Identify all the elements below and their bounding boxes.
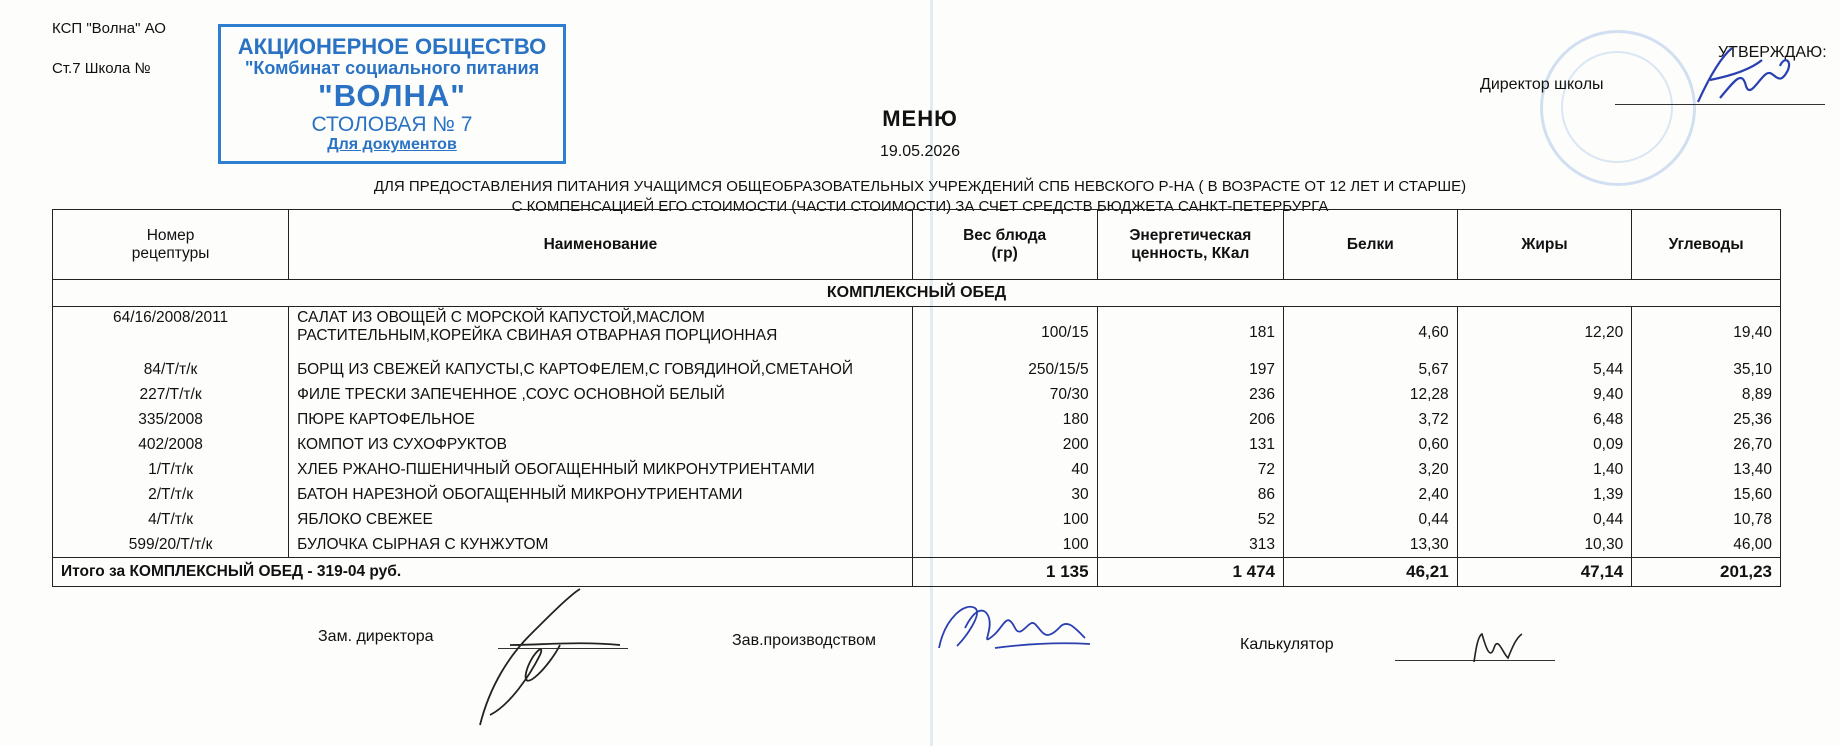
total-energy: 1 474 bbox=[1097, 558, 1283, 587]
dish-protein: 12,28 bbox=[1283, 382, 1457, 407]
section-title: КОМПЛЕКСНЫЙ ОБЕД bbox=[53, 280, 1781, 307]
dish-energy: 206 bbox=[1097, 407, 1283, 432]
dish-energy: 313 bbox=[1097, 532, 1283, 558]
subtitle-line-1: ДЛЯ ПРЕДОСТАВЛЕНИЯ ПИТАНИЯ УЧАЩИМСЯ ОБЩЕОБРАЗОВАТЕЛЬНЫХ УЧРЕЖДЕНИЙ СПБ НЕВСКОГО Р-НА ( В ВОЗРАСТЕ ОТ 12 ЛЕТ И СТАРШЕ) bbox=[373, 178, 1467, 195]
dish-protein: 3,72 bbox=[1283, 407, 1457, 432]
dish-name: ФИЛЕ ТРЕСКИ ЗАПЕЧЕННОЕ ,СОУС ОСНОВНОЙ БЕЛЫЙ bbox=[289, 382, 913, 407]
dish-fat: 1,39 bbox=[1457, 482, 1632, 507]
dish-fat: 0,09 bbox=[1457, 432, 1632, 457]
dish-energy: 86 bbox=[1097, 482, 1283, 507]
col-header-carbs: Углеводы bbox=[1632, 210, 1781, 280]
table-row bbox=[53, 457, 1781, 482]
calculator-label: Калькулятор bbox=[1240, 636, 1334, 653]
school-number: Ст.7 Школа № bbox=[52, 60, 151, 77]
menu-table bbox=[52, 209, 1781, 587]
dish-name: ПЮРЕ КАРТОФЕЛЬНОЕ bbox=[289, 407, 913, 432]
dish-weight: 200 bbox=[912, 432, 1097, 457]
subtitle-line-2: С КОМПЕНСАЦИЕЙ ЕГО СТОИМОСТИ (ЧАСТИ СТОИМОСТИ) ЗА СЧЕТ СРЕДСТВ БЮДЖЕТА САНКТ-ПЕТЕРБУРГА bbox=[511, 198, 1329, 215]
dish-energy: 72 bbox=[1097, 457, 1283, 482]
dish-carbs: 15,60 bbox=[1632, 482, 1781, 507]
dish-energy: 197 bbox=[1097, 357, 1283, 382]
menu-title: МЕНЮ bbox=[882, 106, 958, 131]
menu-date: 19.05.2026 bbox=[879, 143, 961, 160]
recipe-code: 335/2008 bbox=[53, 407, 289, 432]
dish-weight: 30 bbox=[912, 482, 1097, 507]
recipe-code: 64/16/2008/2011 bbox=[53, 307, 289, 358]
table-row bbox=[53, 432, 1781, 457]
total-protein: 46,21 bbox=[1283, 558, 1457, 587]
dish-weight: 100/15 bbox=[912, 307, 1097, 358]
dish-energy: 52 bbox=[1097, 507, 1283, 532]
dish-carbs: 8,89 bbox=[1632, 382, 1781, 407]
dish-weight: 250/15/5 bbox=[912, 357, 1097, 382]
deputy-director-label: Зам. директора bbox=[318, 628, 434, 645]
dish-carbs: 13,40 bbox=[1632, 457, 1781, 482]
dish-name: САЛАТ ИЗ ОВОЩЕЙ С МОРСКОЙ КАПУСТОЙ,МАСЛОМ РАСТИТЕЛЬНЫМ,КОРЕЙКА СВИНАЯ ОТВАРНАЯ ПОРЦИОННАЯ bbox=[289, 307, 913, 358]
dish-carbs: 10,78 bbox=[1632, 507, 1781, 532]
dish-carbs: 46,00 bbox=[1632, 532, 1781, 558]
section-row bbox=[53, 280, 1781, 307]
org-name: КСП "Волна" АО bbox=[52, 20, 166, 37]
recipe-code: 2/Т/т/к bbox=[53, 482, 289, 507]
dish-weight: 70/30 bbox=[912, 382, 1097, 407]
dish-name: БУЛОЧКА СЫРНАЯ С КУНЖУТОМ bbox=[289, 532, 913, 558]
dish-energy: 181 bbox=[1097, 307, 1283, 358]
approve-label: УТВЕРЖДАЮ: bbox=[1718, 44, 1827, 61]
dish-name: ЯБЛОКО СВЕЖЕЕ bbox=[289, 507, 913, 532]
dish-protein: 13,30 bbox=[1283, 532, 1457, 558]
dish-carbs: 19,40 bbox=[1632, 307, 1781, 358]
director-label: Директор школы bbox=[1480, 76, 1604, 93]
dish-protein: 2,40 bbox=[1283, 482, 1457, 507]
recipe-code: 4/Т/т/к bbox=[53, 507, 289, 532]
dish-fat: 6,48 bbox=[1457, 407, 1632, 432]
dish-name: БОРЩ ИЗ СВЕЖЕЙ КАПУСТЫ,С КАРТОФЕЛЕМ,С ГОВЯДИНОЙ,СМЕТАНОЙ bbox=[289, 357, 913, 382]
recipe-code: 84/Т/т/к bbox=[53, 357, 289, 382]
dish-weight: 100 bbox=[912, 507, 1097, 532]
table-row bbox=[53, 357, 1781, 382]
stamp-line-2: "Комбинат социального питания bbox=[244, 58, 540, 79]
table-row bbox=[53, 507, 1781, 532]
dish-carbs: 35,10 bbox=[1632, 357, 1781, 382]
dish-name: ХЛЕБ РЖАНО-ПШЕНИЧНЫЙ ОБОГАЩЕННЫЙ МИКРОНУТРИЕНТАМИ bbox=[289, 457, 913, 482]
dish-protein: 0,60 bbox=[1283, 432, 1457, 457]
dish-energy: 131 bbox=[1097, 432, 1283, 457]
stamp-line-4: СТОЛОВАЯ № 7 bbox=[311, 113, 473, 137]
dish-carbs: 25,36 bbox=[1632, 407, 1781, 432]
dish-fat: 1,40 bbox=[1457, 457, 1632, 482]
col-header-fat: Жиры bbox=[1457, 210, 1632, 280]
col-header-name: Наименование bbox=[289, 210, 913, 280]
dish-protein: 5,67 bbox=[1283, 357, 1457, 382]
dish-fat: 9,40 bbox=[1457, 382, 1632, 407]
dish-protein: 4,60 bbox=[1283, 307, 1457, 358]
dish-energy: 236 bbox=[1097, 382, 1283, 407]
dish-fat: 10,30 bbox=[1457, 532, 1632, 558]
dish-fat: 0,44 bbox=[1457, 507, 1632, 532]
dish-weight: 100 bbox=[912, 532, 1097, 558]
recipe-code: 227/Т/т/к bbox=[53, 382, 289, 407]
dish-weight: 40 bbox=[912, 457, 1097, 482]
recipe-code: 599/20/Т/т/к bbox=[53, 532, 289, 558]
col-header-code: Номер рецептуры bbox=[53, 210, 289, 280]
director-signature bbox=[1680, 40, 1800, 110]
dish-carbs: 26,70 bbox=[1632, 432, 1781, 457]
calculator-signature bbox=[1468, 628, 1528, 668]
total-fat: 47,14 bbox=[1457, 558, 1632, 587]
stamp-line-1: АКЦИОНЕРНОЕ ОБЩЕСТВО bbox=[237, 34, 547, 59]
production-head-label: Зав.производством bbox=[732, 632, 876, 649]
dish-name: БАТОН НАРЕЗНОЙ ОБОГАЩЕННЫЙ МИКРОНУТРИЕНТАМИ bbox=[289, 482, 913, 507]
total-carbs: 201,23 bbox=[1632, 558, 1781, 587]
table-row bbox=[53, 307, 1781, 358]
deputy-signature bbox=[470, 585, 630, 735]
stamp-line-5: Для документов bbox=[327, 136, 457, 154]
recipe-code: 1/Т/т/к bbox=[53, 457, 289, 482]
table-row bbox=[53, 532, 1781, 558]
total-label: Итого за КОМПЛЕКСНЫЙ ОБЕД - 319-04 руб. bbox=[53, 558, 913, 587]
total-row bbox=[53, 558, 1781, 587]
total-weight: 1 135 bbox=[912, 558, 1097, 587]
dish-fat: 12,20 bbox=[1457, 307, 1632, 358]
table-row bbox=[53, 482, 1781, 507]
dish-protein: 3,20 bbox=[1283, 457, 1457, 482]
col-header-protein: Белки bbox=[1283, 210, 1457, 280]
recipe-code: 402/2008 bbox=[53, 432, 289, 457]
table-row bbox=[53, 407, 1781, 432]
col-header-energy: Энергетическая ценность, ККал bbox=[1097, 210, 1283, 280]
dish-fat: 5,44 bbox=[1457, 357, 1632, 382]
dish-name: КОМПОТ ИЗ СУХОФРУКТОВ bbox=[289, 432, 913, 457]
dish-protein: 0,44 bbox=[1283, 507, 1457, 532]
dish-weight: 180 bbox=[912, 407, 1097, 432]
col-header-weight: Вес блюда (гр) bbox=[912, 210, 1097, 280]
table-row bbox=[53, 382, 1781, 407]
production-signature bbox=[935, 598, 1095, 658]
stamp-line-3: "ВОЛНА" bbox=[318, 77, 466, 113]
table-header-row bbox=[53, 210, 1781, 280]
